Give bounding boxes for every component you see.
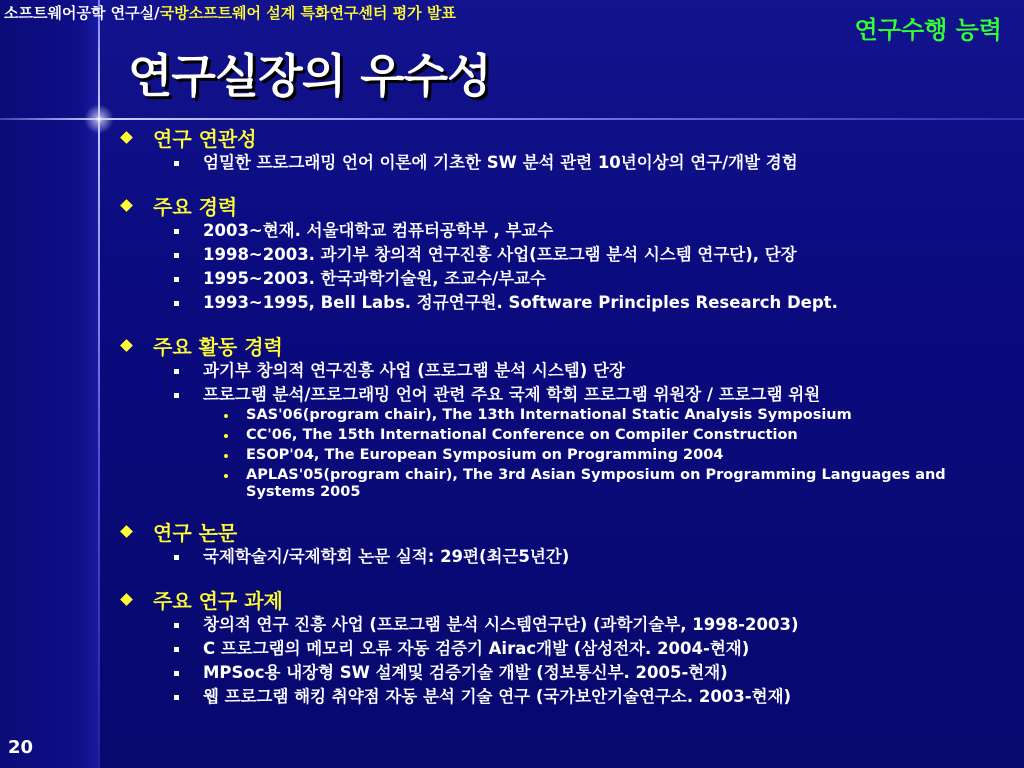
bullet-item [118, 545, 1018, 569]
bullet-item-text: 과기부 창의적 연구진흥 사업 (프로그램 분석 시스템) 단장 [203, 361, 625, 380]
page-number: 20 [8, 737, 34, 758]
dot-bullet-icon [224, 414, 228, 418]
square-bullet-icon [174, 253, 179, 258]
section-heading [118, 517, 1018, 545]
section-heading-text: 연구 논문 [153, 520, 238, 545]
bullet-item [118, 243, 1018, 267]
section-heading-text: 주요 경력 [153, 194, 238, 219]
bullet-item-text: 엄밀한 프로그래밍 언어 이론에 기초한 SW 분석 관련 10년이상의 연구/개발 경험 [203, 153, 798, 172]
section-heading [118, 331, 1018, 359]
dot-bullet-icon [224, 454, 228, 458]
section-tag: 연구수행 능력 [854, 16, 1002, 44]
bullet-item [118, 685, 1018, 709]
bullet-item [118, 291, 1018, 315]
square-bullet-icon [174, 695, 179, 700]
square-bullet-icon [174, 229, 179, 234]
diamond-bullet-icon [120, 199, 133, 212]
bullet-item [118, 151, 1018, 175]
square-bullet-icon [174, 301, 179, 306]
header-org: 소프트웨어공학 연구실/ [4, 4, 160, 22]
square-bullet-icon [174, 277, 179, 282]
diamond-bullet-icon [120, 131, 133, 144]
bullet-item-text: 국제학술지/국제학회 논문 실적: 29편(최근5년간) [203, 547, 570, 566]
bullet-item [118, 613, 1018, 637]
diamond-bullet-icon [120, 593, 133, 606]
slide-content [118, 123, 1018, 725]
page-title: 연구실장의 우수성 [128, 49, 491, 103]
bullet-section [118, 331, 1018, 501]
bullet-section [118, 191, 1018, 315]
bullet-item-text: C 프로그램의 메모리 오류 자동 검증기 Airac개발 (삼성전자. 2004-현재) [203, 639, 750, 658]
dot-bullet-icon [224, 434, 228, 438]
bullet-item-text: 1998~2003. 과기부 창의적 연구진흥 사업(프로그램 분석 시스템 연구단), 단장 [203, 245, 797, 264]
section-heading [118, 585, 1018, 613]
sparkle-icon [80, 100, 118, 138]
section-heading-text: 주요 연구 과제 [153, 588, 283, 613]
square-bullet-icon [174, 671, 179, 676]
sub-bullet-item-text: SAS'06(program chair), The 13th International Static Analysis Symposium [246, 407, 852, 423]
bullet-item [118, 383, 1018, 407]
bullet-item-text: 2003~현재. 서울대학교 컴퓨터공학부 , 부교수 [203, 221, 554, 240]
square-bullet-icon [174, 369, 179, 374]
diamond-bullet-icon [120, 339, 133, 352]
bullet-item [118, 359, 1018, 383]
section-heading-text: 주요 활동 경력 [153, 334, 283, 359]
sub-bullet-item [118, 427, 1018, 444]
sub-bullet-item-text: ESOP'04, The European Symposium on Programming 2004 [246, 447, 724, 463]
bullet-item-text: 창의적 연구 진흥 사업 (프로그램 분석 시스템연구단) (과학기술부, 1998-2003) [203, 615, 799, 634]
bullet-item-text: 웹 프로그램 해킹 취약점 자동 분석 기술 연구 (국가보안기술연구소. 2003-현재) [203, 687, 792, 706]
sub-bullet-item-text: CC'06, The 15th International Conference on Compiler Construction [246, 427, 798, 443]
sub-bullet-item [118, 467, 1018, 501]
bullet-item [118, 637, 1018, 661]
header-event: 국방소프트웨어 설계 특화연구센터 평가 발표 [159, 4, 456, 22]
header-text [4, 2, 456, 23]
square-bullet-icon [174, 161, 179, 166]
sub-bullet-item [118, 407, 1018, 424]
bullet-item [118, 267, 1018, 291]
section-heading-text: 연구 연관성 [153, 126, 257, 151]
bullet-section [118, 123, 1018, 175]
square-bullet-icon [174, 647, 179, 652]
bullet-item [118, 661, 1018, 685]
square-bullet-icon [174, 555, 179, 560]
square-bullet-icon [174, 393, 179, 398]
section-heading [118, 123, 1018, 151]
bullet-section [118, 585, 1018, 709]
sub-bullet-item [118, 447, 1018, 464]
bullet-item-text: 1993~1995, Bell Labs. 정규연구원. Software Principles Research Dept. [203, 293, 838, 312]
bullet-item-text: 프로그램 분석/프로그래밍 언어 관련 주요 국제 학회 프로그램 위원장 / 프로그램 위원 [203, 385, 821, 404]
sub-bullet-item-text: APLAS'05(program chair), The 3rd Asian Symposium on Programming Languages and Systems 2005 [246, 467, 946, 500]
bullet-item-text: MPSoc용 내장형 SW 설계및 검증기술 개발 (정보통신부. 2005-현재) [203, 663, 728, 682]
square-bullet-icon [174, 623, 179, 628]
bullet-item-text: 1995~2003. 한국과학기술원, 조교수/부교수 [203, 269, 546, 288]
section-heading [118, 191, 1018, 219]
bullet-item [118, 219, 1018, 243]
bullet-section [118, 517, 1018, 569]
horizontal-divider [0, 118, 1024, 120]
dot-bullet-icon [224, 474, 228, 478]
diamond-bullet-icon [120, 525, 133, 538]
